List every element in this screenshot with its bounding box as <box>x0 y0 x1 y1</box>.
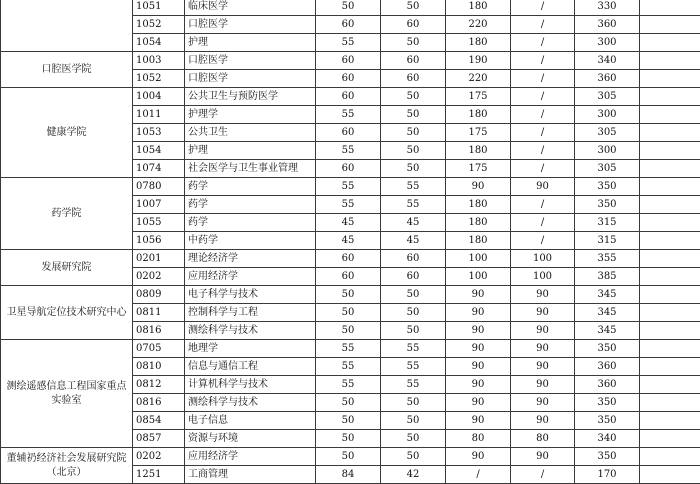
score-2-cell: 50 <box>381 124 446 142</box>
score-4-cell: 90 <box>511 340 575 358</box>
score-3-cell: 180 <box>446 232 511 250</box>
total-score-cell: 300 <box>575 34 640 52</box>
score-3-cell: 90 <box>446 376 511 394</box>
score-2-cell: 50 <box>381 412 446 430</box>
score-1-cell: 45 <box>316 232 381 250</box>
department-name-cell: 卫星导航定位技术研究中心 <box>1 286 133 340</box>
score-2-cell: 45 <box>381 214 446 232</box>
major-code-cell: 0202 <box>133 268 185 286</box>
score-1-cell: 60 <box>316 160 381 178</box>
major-name-cell: 护理 <box>185 34 316 52</box>
score-2-cell: 60 <box>381 52 446 70</box>
score-4-cell: 80 <box>511 430 575 448</box>
score-1-cell: 55 <box>316 196 381 214</box>
major-name-cell: 信息与通信工程 <box>185 358 316 376</box>
score-4-cell: 90 <box>511 178 575 196</box>
major-name-cell: 药学 <box>185 214 316 232</box>
major-name-cell: 测绘科学与技术 <box>185 394 316 412</box>
score-1-cell: 55 <box>316 106 381 124</box>
score-4-cell: 100 <box>511 250 575 268</box>
major-name-cell: 临床医学 <box>185 0 316 16</box>
score-3-cell: 180 <box>446 142 511 160</box>
score-1-cell: 55 <box>316 178 381 196</box>
major-code-cell: 1007 <box>133 196 185 214</box>
score-1-cell: 50 <box>316 286 381 304</box>
score-4-cell: 90 <box>511 448 575 466</box>
major-name-cell: 控制科学与工程 <box>185 304 316 322</box>
score-4-cell: / <box>511 0 575 16</box>
total-score-cell: 350 <box>575 412 640 430</box>
major-code-cell: 0705 <box>133 340 185 358</box>
major-name-cell: 护理学 <box>185 106 316 124</box>
table-body <box>1 0 700 484</box>
score-2-cell: 50 <box>381 160 446 178</box>
blank-cell <box>640 322 700 340</box>
score-4-cell: 90 <box>511 304 575 322</box>
table-row <box>1 178 700 196</box>
score-4-cell: / <box>511 160 575 178</box>
blank-cell <box>640 286 700 304</box>
total-score-cell: 355 <box>575 250 640 268</box>
total-score-cell: 360 <box>575 358 640 376</box>
total-score-cell: 360 <box>575 16 640 34</box>
score-1-cell: 55 <box>316 340 381 358</box>
score-3-cell: 190 <box>446 52 511 70</box>
total-score-cell: 340 <box>575 52 640 70</box>
major-name-cell: 口腔医学 <box>185 52 316 70</box>
major-code-cell: 1054 <box>133 142 185 160</box>
score-4-cell: 90 <box>511 376 575 394</box>
score-1-cell: 50 <box>316 430 381 448</box>
blank-cell <box>640 250 700 268</box>
score-4-cell: / <box>511 466 575 484</box>
total-score-cell: 170 <box>575 466 640 484</box>
major-code-cell: 0202 <box>133 448 185 466</box>
total-score-cell: 305 <box>575 124 640 142</box>
score-2-cell: 42 <box>381 466 446 484</box>
total-score-cell: 340 <box>575 430 640 448</box>
score-3-cell: 175 <box>446 124 511 142</box>
score-3-cell: 90 <box>446 286 511 304</box>
total-score-cell: 345 <box>575 304 640 322</box>
score-4-cell: 90 <box>511 358 575 376</box>
score-1-cell: 55 <box>316 34 381 52</box>
score-1-cell: 55 <box>316 142 381 160</box>
table-row <box>1 250 700 268</box>
score-4-cell: / <box>511 16 575 34</box>
score-3-cell: / <box>446 466 511 484</box>
blank-cell <box>640 412 700 430</box>
score-4-cell: / <box>511 70 575 88</box>
major-name-cell: 理论经济学 <box>185 250 316 268</box>
score-1-cell: 50 <box>316 322 381 340</box>
major-name-cell: 电子科学与技术 <box>185 286 316 304</box>
major-name-cell: 电子信息 <box>185 412 316 430</box>
department-name-cell: 药学院 <box>1 178 133 250</box>
score-1-cell: 50 <box>316 448 381 466</box>
blank-cell <box>640 376 700 394</box>
score-2-cell: 55 <box>381 340 446 358</box>
table-row <box>1 340 700 358</box>
total-score-cell: 305 <box>575 160 640 178</box>
major-code-cell: 1053 <box>133 124 185 142</box>
total-score-cell: 315 <box>575 232 640 250</box>
major-code-cell: 1004 <box>133 88 185 106</box>
score-4-cell: 90 <box>511 322 575 340</box>
total-score-cell: 350 <box>575 340 640 358</box>
score-3-cell: 100 <box>446 250 511 268</box>
blank-cell <box>640 430 700 448</box>
major-code-cell: 0816 <box>133 394 185 412</box>
major-name-cell: 资源与环境 <box>185 430 316 448</box>
major-name-cell: 工商管理 <box>185 466 316 484</box>
blank-cell <box>640 142 700 160</box>
blank-cell <box>640 340 700 358</box>
major-name-cell: 计算机科学与技术 <box>185 376 316 394</box>
score-4-cell: 90 <box>511 394 575 412</box>
table-row <box>1 88 700 106</box>
total-score-cell: 350 <box>575 448 640 466</box>
score-4-cell: / <box>511 88 575 106</box>
total-score-cell: 305 <box>575 88 640 106</box>
score-3-cell: 90 <box>446 304 511 322</box>
major-code-cell: 1051 <box>133 0 185 16</box>
major-name-cell: 口腔医学 <box>185 70 316 88</box>
total-score-cell: 385 <box>575 268 640 286</box>
blank-cell <box>640 394 700 412</box>
score-4-cell: / <box>511 196 575 214</box>
total-score-cell: 350 <box>575 394 640 412</box>
table-row <box>1 52 700 70</box>
blank-cell <box>640 358 700 376</box>
blank-cell <box>640 106 700 124</box>
score-2-cell: 50 <box>381 448 446 466</box>
major-code-cell: 1054 <box>133 34 185 52</box>
major-name-cell: 口腔医学 <box>185 16 316 34</box>
major-code-cell: 1011 <box>133 106 185 124</box>
department-name-cell: 测绘遥感信息工程国家重点实验室 <box>1 340 133 448</box>
score-1-cell: 60 <box>316 52 381 70</box>
score-2-cell: 55 <box>381 196 446 214</box>
blank-cell <box>640 34 700 52</box>
score-3-cell: 90 <box>446 178 511 196</box>
major-code-cell: 1052 <box>133 16 185 34</box>
blank-cell <box>640 70 700 88</box>
score-1-cell: 60 <box>316 124 381 142</box>
major-code-cell: 1052 <box>133 70 185 88</box>
total-score-cell: 345 <box>575 322 640 340</box>
major-code-cell: 0816 <box>133 322 185 340</box>
score-3-cell: 90 <box>446 358 511 376</box>
score-3-cell: 220 <box>446 70 511 88</box>
score-4-cell: 90 <box>511 286 575 304</box>
score-4-cell: / <box>511 106 575 124</box>
major-code-cell: 0809 <box>133 286 185 304</box>
score-3-cell: 180 <box>446 0 511 16</box>
score-3-cell: 175 <box>446 88 511 106</box>
score-1-cell: 55 <box>316 376 381 394</box>
score-2-cell: 50 <box>381 106 446 124</box>
blank-cell <box>640 0 700 16</box>
blank-cell <box>640 52 700 70</box>
score-2-cell: 50 <box>381 304 446 322</box>
major-code-cell: 1055 <box>133 214 185 232</box>
major-name-cell: 应用经济学 <box>185 448 316 466</box>
score-3-cell: 180 <box>446 34 511 52</box>
total-score-cell: 360 <box>575 70 640 88</box>
score-4-cell: / <box>511 52 575 70</box>
department-name-cell <box>1 0 133 52</box>
table-row <box>1 448 700 466</box>
major-name-cell: 应用经济学 <box>185 268 316 286</box>
score-4-cell: / <box>511 124 575 142</box>
score-1-cell: 60 <box>316 250 381 268</box>
score-3-cell: 80 <box>446 430 511 448</box>
score-3-cell: 90 <box>446 340 511 358</box>
score-1-cell: 50 <box>316 412 381 430</box>
score-4-cell: / <box>511 232 575 250</box>
score-2-cell: 60 <box>381 70 446 88</box>
major-name-cell: 药学 <box>185 178 316 196</box>
table-row <box>1 0 700 16</box>
major-code-cell: 0201 <box>133 250 185 268</box>
major-code-cell: 0780 <box>133 178 185 196</box>
score-2-cell: 50 <box>381 322 446 340</box>
blank-cell <box>640 466 700 484</box>
major-code-cell: 0812 <box>133 376 185 394</box>
blank-cell <box>640 16 700 34</box>
total-score-cell: 345 <box>575 286 640 304</box>
major-code-cell: 0811 <box>133 304 185 322</box>
score-3-cell: 180 <box>446 106 511 124</box>
score-2-cell: 60 <box>381 268 446 286</box>
score-2-cell: 50 <box>381 286 446 304</box>
score-3-cell: 175 <box>446 160 511 178</box>
major-name-cell: 中药学 <box>185 232 316 250</box>
score-1-cell: 50 <box>316 0 381 16</box>
score-2-cell: 50 <box>381 430 446 448</box>
score-3-cell: 220 <box>446 16 511 34</box>
major-name-cell: 测绘科学与技术 <box>185 322 316 340</box>
department-name-cell: 发展研究院 <box>1 250 133 286</box>
score-2-cell: 50 <box>381 34 446 52</box>
score-2-cell: 50 <box>381 0 446 16</box>
blank-cell <box>640 160 700 178</box>
score-1-cell: 50 <box>316 394 381 412</box>
score-1-cell: 45 <box>316 214 381 232</box>
blank-cell <box>640 124 700 142</box>
score-4-cell: 100 <box>511 268 575 286</box>
blank-cell <box>640 196 700 214</box>
score-1-cell: 55 <box>316 358 381 376</box>
total-score-cell: 315 <box>575 214 640 232</box>
score-3-cell: 180 <box>446 214 511 232</box>
score-3-cell: 90 <box>446 394 511 412</box>
blank-cell <box>640 448 700 466</box>
score-3-cell: 180 <box>446 196 511 214</box>
score-2-cell: 60 <box>381 16 446 34</box>
department-name-cell: 口腔医学院 <box>1 52 133 88</box>
score-2-cell: 55 <box>381 178 446 196</box>
department-name-cell: 健康学院 <box>1 88 133 178</box>
major-code-cell: 0857 <box>133 430 185 448</box>
total-score-cell: 350 <box>575 178 640 196</box>
major-name-cell: 药学 <box>185 196 316 214</box>
total-score-cell: 360 <box>575 376 640 394</box>
score-4-cell: / <box>511 34 575 52</box>
blank-cell <box>640 232 700 250</box>
score-4-cell: / <box>511 214 575 232</box>
blank-cell <box>640 268 700 286</box>
major-name-cell: 公共卫生 <box>185 124 316 142</box>
score-3-cell: 90 <box>446 412 511 430</box>
major-name-cell: 公共卫生与预防医学 <box>185 88 316 106</box>
major-code-cell: 0854 <box>133 412 185 430</box>
major-code-cell: 0810 <box>133 358 185 376</box>
department-name-cell: 董辅礽经济社会发展研究院（北京） <box>1 448 133 484</box>
major-code-cell: 1251 <box>133 466 185 484</box>
score-4-cell: / <box>511 142 575 160</box>
score-2-cell: 50 <box>381 88 446 106</box>
major-name-cell: 护理 <box>185 142 316 160</box>
major-code-cell: 1056 <box>133 232 185 250</box>
total-score-cell: 350 <box>575 196 640 214</box>
major-code-cell: 1003 <box>133 52 185 70</box>
score-2-cell: 55 <box>381 358 446 376</box>
score-3-cell: 100 <box>446 268 511 286</box>
score-2-cell: 45 <box>381 232 446 250</box>
blank-cell <box>640 88 700 106</box>
major-name-cell: 社会医学与卫生事业管理 <box>185 160 316 178</box>
total-score-cell: 330 <box>575 0 640 16</box>
major-code-cell: 1074 <box>133 160 185 178</box>
score-2-cell: 50 <box>381 394 446 412</box>
score-1-cell: 60 <box>316 70 381 88</box>
score-1-cell: 60 <box>316 16 381 34</box>
total-score-cell: 300 <box>575 142 640 160</box>
score-2-cell: 50 <box>381 142 446 160</box>
blank-cell <box>640 304 700 322</box>
major-name-cell: 地理学 <box>185 340 316 358</box>
score-4-cell: 90 <box>511 412 575 430</box>
score-1-cell: 50 <box>316 304 381 322</box>
blank-cell <box>640 214 700 232</box>
score-3-cell: 90 <box>446 448 511 466</box>
total-score-cell: 300 <box>575 106 640 124</box>
blank-cell <box>640 178 700 196</box>
score-3-cell: 90 <box>446 322 511 340</box>
score-2-cell: 55 <box>381 376 446 394</box>
score-1-cell: 60 <box>316 88 381 106</box>
score-1-cell: 84 <box>316 466 381 484</box>
score-2-cell: 60 <box>381 250 446 268</box>
score-1-cell: 60 <box>316 268 381 286</box>
table-row <box>1 286 700 304</box>
